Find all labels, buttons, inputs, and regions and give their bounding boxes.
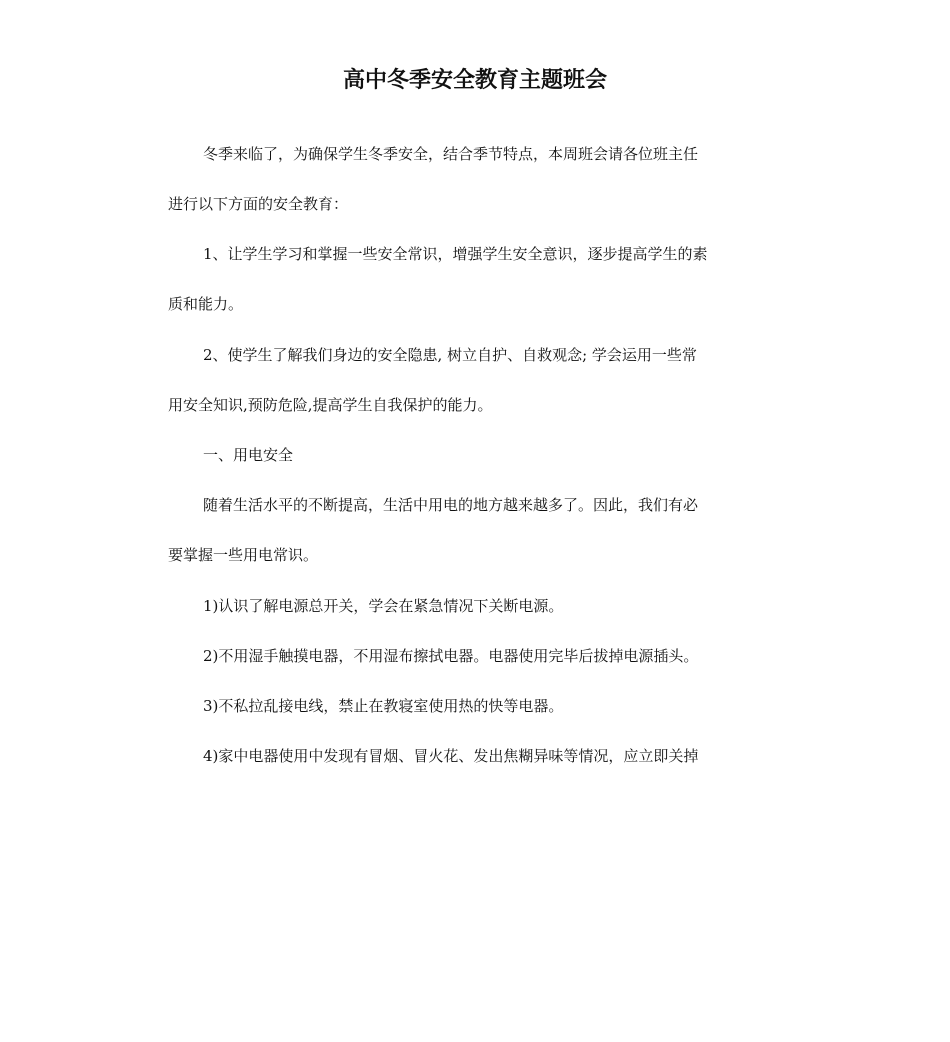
paragraph-line: 1、让学生学习和掌握一些安全常识，增强学生安全意识，逐步提高学生的素 [203,245,708,263]
paragraph-line: 用安全知识,预防危险,提高学生自我保护的能力。 [168,396,493,414]
list-item: 4)家中电器使用中发现有冒烟、冒火花、发出焦糊异味等情况，应立即关掉 [203,747,699,765]
list-item: 2)不用湿手触摸电器，不用湿布擦拭电器。电器使用完毕后拔掉电源插头。 [203,647,699,665]
paragraph-line: 要掌握一些用电常识。 [168,546,319,564]
section-heading: 一、用电安全 [203,446,294,464]
list-item: 1)认识了解电源总开关，学会在紧急情况下关断电源。 [203,597,564,615]
paragraph-line: 冬季来临了，为确保学生冬季安全，结合季节特点，本周班会请各位班主任 [203,145,699,163]
paragraph-line: 进行以下方面的安全教育： [168,195,349,213]
paragraph-line: 2、使学生了解我们身边的安全隐患, 树立自护、自救观念; 学会运用一些常 [203,346,697,364]
list-item: 3)不私拉乱接电线，禁止在教寝室使用热的快等电器。 [203,697,564,715]
paragraph-line: 质和能力。 [168,295,244,313]
document-title: 高中冬季安全教育主题班会 [342,68,607,93]
paragraph-line: 随着生活水平的不断提高，生活中用电的地方越来越多了。因此，我们有必 [203,496,699,514]
